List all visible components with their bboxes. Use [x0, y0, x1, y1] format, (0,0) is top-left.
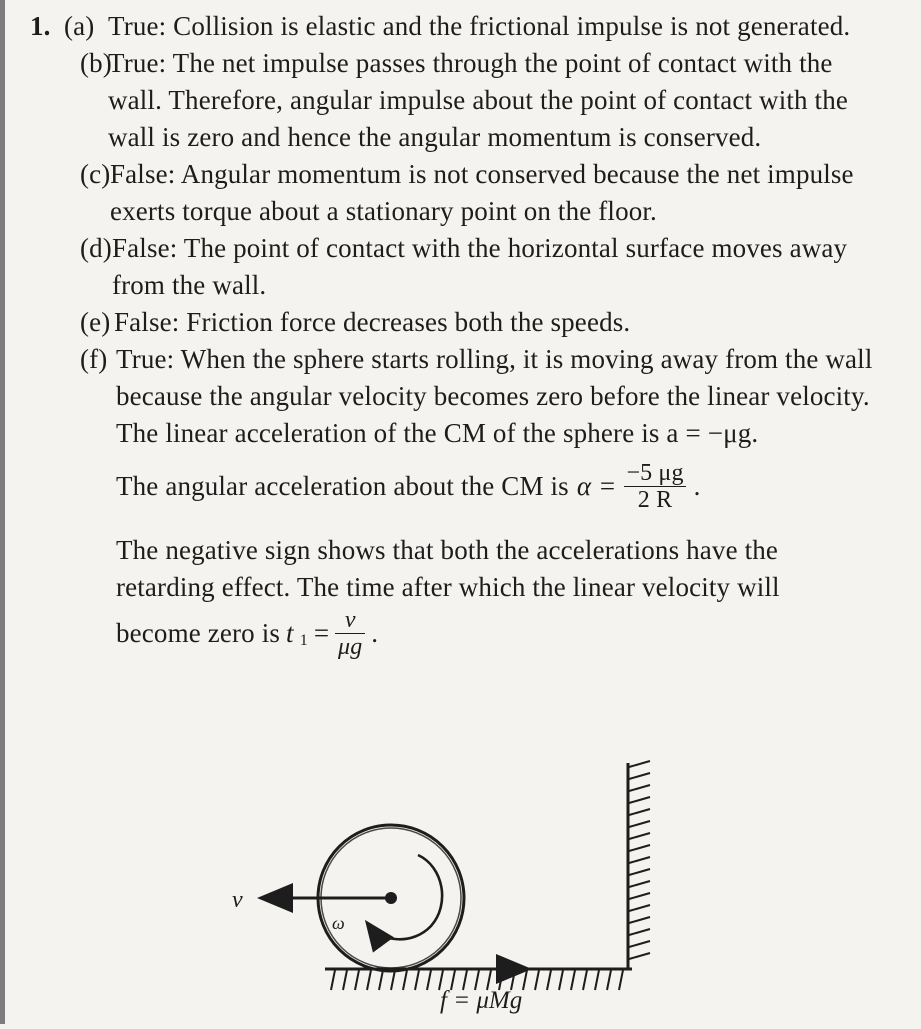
angular-acceleration-equation [116, 458, 880, 514]
item-a-label: (a) [64, 11, 95, 41]
answer-item-a [30, 8, 880, 45]
item-e-label: (e) [80, 307, 111, 337]
page-edge [0, 0, 5, 1024]
item-b-text: True: The net impulse passes through the point of contact with the wall. Therefore, angular impulse about the point of contact with the wall is zero and hence the angular momentum is conserved. [108, 48, 848, 152]
answer-item-f [30, 341, 880, 452]
item-b-label: (b) [80, 48, 112, 78]
item-a-text: True: Collision is elastic and the frictional impulse is not generated. [108, 11, 851, 41]
answer-item-d [30, 230, 880, 304]
sphere-wall-diagram [220, 755, 680, 1024]
alpha-numerator: −5 μg [626, 459, 684, 486]
item-c-text: False: Angular momentum is not conserved because the net impulse exerts torque about a stationary point on the floor. [110, 159, 854, 226]
wall-hatching [629, 761, 650, 959]
time-denominator: μg [338, 633, 363, 660]
velocity-label: v [232, 887, 243, 913]
alpha-denominator: 2 R [637, 486, 673, 513]
time-equation [116, 606, 880, 660]
alpha-fraction [624, 460, 685, 513]
friction-label: f = μMg [440, 987, 523, 1014]
answer-item-c [30, 156, 880, 230]
alpha-symbol: α = [576, 470, 617, 501]
item-d-label: (d) [80, 233, 112, 263]
solution-content [30, 8, 880, 660]
answer-item-b [30, 45, 880, 156]
explanation-text: The negative sign shows that both the accelerations have the retarding effect. The time after which the linear velocity will [116, 535, 780, 602]
time-fraction [335, 607, 365, 660]
item-f-text: True: When the sphere starts rolling, it is moving away from the wall because the angular velocity becomes zero before the linear velocity. The linear acceleration of the CM of the sphere is a = −μg. [116, 344, 873, 448]
angular-acceleration-lead: The angular acceleration about the CM is [116, 470, 569, 501]
answer-item-e [30, 304, 880, 341]
sphere-wall-figure [220, 755, 680, 1024]
item-f-label: (f) [80, 344, 108, 374]
question-number: 1. [30, 11, 51, 41]
time-equals: = [313, 617, 330, 648]
time-lead: become zero is [116, 617, 281, 648]
omega-label: ω [332, 913, 345, 933]
time-subscript: 1 [299, 631, 308, 649]
item-c-label: (c) [80, 159, 111, 189]
alpha-period: . [693, 470, 701, 501]
item-e-text: False: Friction force decreases both the speeds. [114, 307, 631, 337]
item-d-text: False: The point of contact with the horizontal surface moves away from the wall. [112, 233, 848, 300]
time-period: . [371, 617, 379, 648]
time-numerator: v [335, 607, 365, 634]
time-symbol: t [286, 617, 294, 648]
